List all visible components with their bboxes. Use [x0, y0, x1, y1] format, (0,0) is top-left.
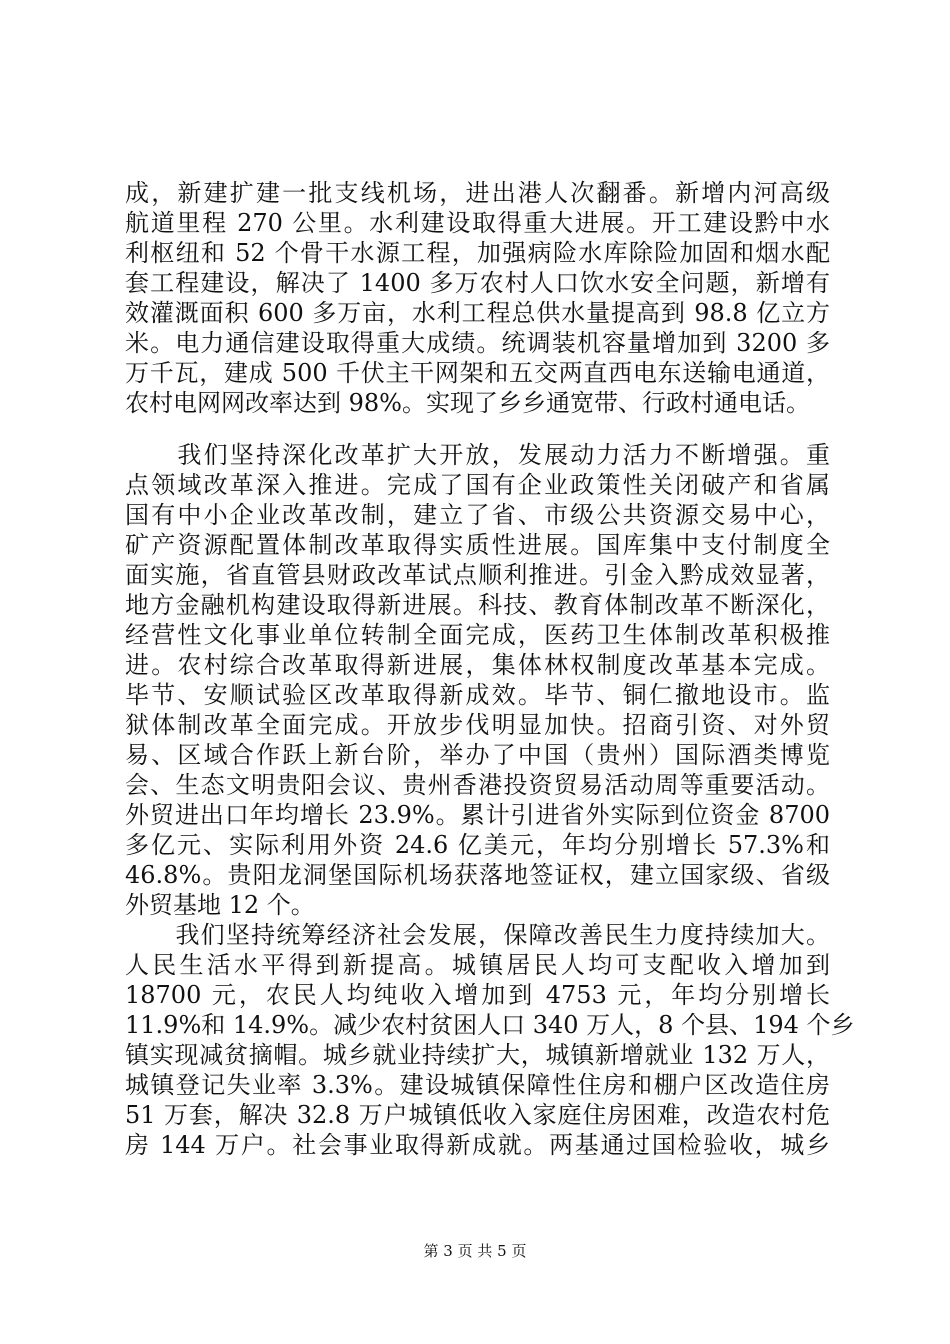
paragraph-3 [125, 920, 855, 1160]
text-line: 经营性文化事业单位转制全面完成，医药卫生体制改革积极推 [125, 621, 830, 649]
text-line: 外贸进出口年均增长 23.9%。累计引进省外实际到位资金 8700 [125, 801, 830, 829]
text-line: 我们坚持深化改革扩大开放，发展动力活力不断增强。重 [125, 441, 830, 469]
text-line: 点领域改革深入推进。完成了国有企业政策性关闭破产和省属 [125, 471, 830, 499]
text-line: 11.9%和 14.9%。减少农村贫困人口 340 万人，8 个县、194 个乡 [125, 1011, 855, 1039]
text-line: 面实施，省直管县财政改革试点顺利推进。引金入黔成效显著， [125, 561, 830, 589]
text-line: 毕节、安顺试验区改革取得新成效。毕节、铜仁撤地设市。监 [125, 681, 830, 709]
text-line: 易、区域合作跃上新台阶，举办了中国（贵州）国际酒类博览 [125, 741, 830, 769]
text-line: 套工程建设，解决了 1400 多万农村人口饮水安全问题，新增有 [125, 269, 830, 297]
text-line: 房 144 万户。社会事业取得新成就。两基通过国检验收，城乡 [125, 1131, 830, 1159]
text-line: 46.8%。贵阳龙洞堡国际机场获落地签证权，建立国家级、省级 [125, 861, 830, 889]
paragraph-2 [125, 440, 830, 920]
text-line: 利枢纽和 52 个骨干水源工程，加强病险水库除险加固和烟水配 [125, 239, 830, 267]
text-line: 外贸基地 12 个。 [125, 891, 315, 919]
paragraph-spacer [125, 418, 830, 440]
text-line: 国有中小企业改革改制，建立了省、市级公共资源交易中心， [125, 501, 830, 529]
text-line: 航道里程 270 公里。水利建设取得重大进展。开工建设黔中水 [125, 209, 830, 237]
text-line: 城镇登记失业率 3.3%。建设城镇保障性住房和棚户区改造住房 [125, 1071, 830, 1099]
text-line: 进。农村综合改革取得新进展，集体林权制度改革基本完成。 [125, 651, 830, 679]
text-line: 会、生态文明贵阳会议、贵州香港投资贸易活动周等重要活动。 [125, 771, 830, 799]
text-line: 镇实现减贫摘帽。城乡就业持续扩大，城镇新增就业 132 万人， [125, 1041, 830, 1069]
text-line: 农村电网网改率达到 98%。实现了乡乡通宽带、行政村通电话。 [125, 389, 810, 417]
text-line: 万千瓦，建成 500 千伏主干网架和五交两直西电东送输电通道， [125, 359, 830, 387]
page-number-footer: 第 3 页 共 5 页 [423, 1242, 527, 1260]
text-line: 米。电力通信建设取得重大成绩。统调装机容量增加到 3200 多 [125, 329, 830, 357]
paragraph-1 [125, 178, 830, 418]
text-line: 效灌溉面积 600 多万亩，水利工程总供水量提高到 98.8 亿立方 [125, 299, 830, 327]
document-body [125, 178, 855, 1160]
text-line: 多亿元、实际利用外资 24.6 亿美元，年均分别增长 57.3%和 [125, 831, 830, 859]
text-line: 矿产资源配置体制改革取得实质性进展。国库集中支付制度全 [125, 531, 830, 559]
text-line: 我们坚持统筹经济社会发展，保障改善民生力度持续加大。 [125, 921, 830, 949]
text-line: 人民生活水平得到新提高。城镇居民人均可支配收入增加到 [125, 951, 830, 979]
text-line: 51 万套，解决 32.8 万户城镇低收入家庭住房困难，改造农村危 [125, 1101, 830, 1129]
text-line: 成，新建扩建一批支线机场，进出港人次翻番。新增内河高级 [125, 179, 830, 207]
text-line: 地方金融机构建设取得新进展。科技、教育体制改革不断深化， [125, 591, 830, 619]
text-line: 18700 元，农民人均纯收入增加到 4753 元，年均分别增长 [125, 981, 830, 1009]
text-line: 狱体制改革全面完成。开放步伐明显加快。招商引资、对外贸 [125, 711, 830, 739]
